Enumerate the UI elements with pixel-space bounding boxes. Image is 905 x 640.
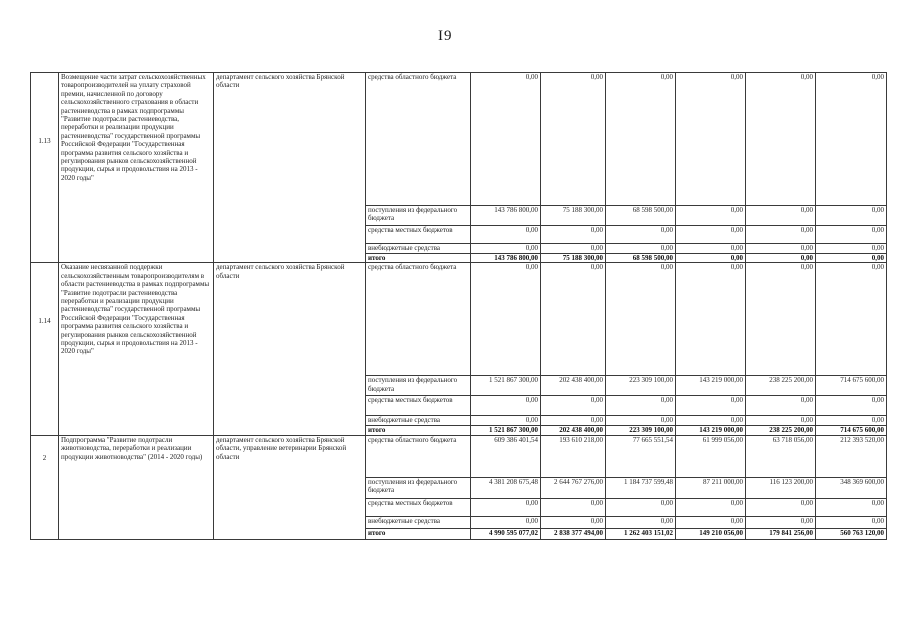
amount-cell: 0,00 — [746, 254, 816, 263]
amount-cell: 0,00 — [541, 73, 606, 206]
amount-cell: 193 610 218,00 — [541, 435, 606, 477]
amount-cell: 0,00 — [816, 516, 887, 528]
amount-cell: 0,00 — [606, 498, 676, 516]
amount-cell: 63 718 056,00 — [746, 435, 816, 477]
amount-total: 0,00 — [471, 516, 541, 528]
amount-cell: 238 225 200,00 — [746, 426, 816, 435]
amount-cell: 0,00 — [816, 226, 887, 244]
amount-cell: 0,00 — [816, 416, 887, 426]
amount-total: 143 786 800,00 — [471, 254, 541, 263]
amount-cell: 0,00 — [746, 226, 816, 244]
amount-cell: 0,00 — [541, 226, 606, 244]
amount-cell: 68 598 500,00 — [606, 206, 676, 226]
amount-total: 4 990 595 077,02 — [471, 528, 541, 539]
amount-cell: 0,00 — [606, 226, 676, 244]
measure-description: Оказание несвязанной поддержки сельскохозяйственным товаропроизводителям в области растениеводства в рамках подпрограммы "Развитие подотрасли растениеводства переработки и реализации продукции растениеводства" государственной программы Российской Федерации "Государственная программа развития сельского хозяйства и регулирования рынков сельскохозяйственной продукции, сырья и продовольствия на 2013 - 2020 годы" — [59, 263, 214, 435]
amount-cell: 0,00 — [816, 263, 887, 376]
amount-total: 0,00 — [471, 73, 541, 206]
amount-cell: 2 644 767 276,00 — [541, 477, 606, 498]
amount-cell: 0,00 — [676, 206, 746, 226]
amount-cell: 0,00 — [746, 516, 816, 528]
funding-source: средства местных бюджетов — [366, 498, 471, 516]
amount-total: 609 386 401,54 — [471, 435, 541, 477]
amount-cell: 0,00 — [676, 226, 746, 244]
funding-row-regional — [31, 73, 887, 206]
amount-cell: 61 999 056,00 — [676, 435, 746, 477]
funding-source: средства местных бюджетов — [366, 396, 471, 416]
amount-cell: 202 438 400,00 — [541, 426, 606, 435]
amount-cell: 0,00 — [816, 206, 887, 226]
amount-cell: 0,00 — [606, 244, 676, 254]
amount-cell: 0,00 — [746, 206, 816, 226]
amount-cell: 0,00 — [541, 396, 606, 416]
amount-cell: 0,00 — [746, 416, 816, 426]
funding-source: поступления из федерального бюджета — [366, 206, 471, 226]
amount-total: 0,00 — [471, 498, 541, 516]
funding-source: внебюджетные средства — [366, 416, 471, 426]
amount-total: 1 521 867 300,00 — [471, 426, 541, 435]
amount-cell: 116 123 200,00 — [746, 477, 816, 498]
amount-cell: 143 219 000,00 — [676, 376, 746, 396]
amount-cell: 77 665 551,54 — [606, 435, 676, 477]
row-number: 2 — [31, 435, 59, 539]
amount-cell: 223 309 100,00 — [606, 426, 676, 435]
amount-cell: 714 675 600,00 — [816, 376, 887, 396]
row-number: 1.14 — [31, 263, 59, 435]
amount-cell: 223 309 100,00 — [606, 376, 676, 396]
amount-cell: 143 219 000,00 — [676, 426, 746, 435]
amount-cell: 0,00 — [676, 498, 746, 516]
amount-cell: 179 841 256,00 — [746, 528, 816, 539]
amount-cell: 149 210 056,00 — [676, 528, 746, 539]
amount-cell: 714 675 600,00 — [816, 426, 887, 435]
amount-cell: 0,00 — [606, 73, 676, 206]
program-funding-table — [30, 72, 887, 540]
amount-cell: 0,00 — [816, 73, 887, 206]
amount-cell: 0,00 — [541, 416, 606, 426]
amount-cell: 0,00 — [816, 396, 887, 416]
funding-source: внебюджетные средства — [366, 516, 471, 528]
amount-cell: 0,00 — [606, 396, 676, 416]
funding-source: внебюджетные средства — [366, 244, 471, 254]
amount-cell: 75 188 300,00 — [541, 206, 606, 226]
amount-cell: 212 393 520,00 — [816, 435, 887, 477]
amount-cell: 202 438 400,00 — [541, 376, 606, 396]
amount-cell: 238 225 200,00 — [746, 376, 816, 396]
amount-cell: 0,00 — [606, 516, 676, 528]
amount-cell: 87 211 000,00 — [676, 477, 746, 498]
amount-total: 1 521 867 300,00 — [471, 376, 541, 396]
responsible-executor: департамент сельского хозяйства Брянской области, управление ветеринарии Брянской области — [214, 435, 366, 539]
amount-total: 0,00 — [471, 396, 541, 416]
amount-cell: 68 598 500,00 — [606, 254, 676, 263]
page-number: I9 — [438, 28, 453, 44]
amount-cell: 0,00 — [541, 244, 606, 254]
amount-total: 4 381 208 675,48 — [471, 477, 541, 498]
amount-cell: 0,00 — [606, 263, 676, 376]
amount-cell: 0,00 — [541, 498, 606, 516]
measure-description: Подпрограмма "Развитие подотрасли животноводства, переработки и реализации продукции животноводства" (2014 - 2020 годы) — [59, 435, 214, 539]
funding-source: средства областного бюджета — [366, 73, 471, 206]
amount-cell: 0,00 — [541, 263, 606, 376]
amount-cell: 0,00 — [746, 244, 816, 254]
funding-source: поступления из федерального бюджета — [366, 477, 471, 498]
amount-total: 0,00 — [471, 244, 541, 254]
amount-cell: 0,00 — [606, 416, 676, 426]
amount-cell: 2 838 377 494,00 — [541, 528, 606, 539]
amount-cell: 75 188 300,00 — [541, 254, 606, 263]
amount-cell: 0,00 — [676, 263, 746, 376]
amount-cell: 0,00 — [816, 254, 887, 263]
funding-source: итого — [366, 528, 471, 539]
amount-cell: 0,00 — [676, 396, 746, 416]
amount-total: 0,00 — [471, 416, 541, 426]
amount-total: 0,00 — [471, 263, 541, 376]
amount-cell: 1 184 737 599,48 — [606, 477, 676, 498]
amount-cell: 0,00 — [816, 498, 887, 516]
funding-source: средства местных бюджетов — [366, 226, 471, 244]
amount-cell: 560 763 120,00 — [816, 528, 887, 539]
amount-cell: 1 262 403 151,02 — [606, 528, 676, 539]
amount-cell: 0,00 — [816, 244, 887, 254]
amount-cell: 0,00 — [676, 254, 746, 263]
amount-cell: 0,00 — [541, 516, 606, 528]
amount-cell: 0,00 — [676, 73, 746, 206]
measure-description: Возмещение части затрат сельскохозяйственных товаропроизводителей на уплату страховой премии, начисленной по договору сельскохозяйственного страхования в области растениеводства в рамках подпрограммы "Развитие подотрасли растениеводства, переработки и реализации продукции растениеводства" государственной программы Российской Федерации "Государственная программа развития сельского хозяйства и регулирования рынков сельскохозяйственной продукции, сырья и продовольствия на 2013 - 2020 годы" — [59, 73, 214, 263]
amount-cell: 0,00 — [746, 396, 816, 416]
row-number: 1.13 — [31, 73, 59, 263]
amount-cell: 0,00 — [746, 498, 816, 516]
amount-cell: 348 369 600,00 — [816, 477, 887, 498]
funding-source: средства областного бюджета — [366, 263, 471, 376]
funding-source: средства областного бюджета — [366, 435, 471, 477]
funding-row-regional — [31, 263, 887, 376]
amount-total: 143 786 800,00 — [471, 206, 541, 226]
amount-cell: 0,00 — [746, 263, 816, 376]
funding-source: поступления из федерального бюджета — [366, 376, 471, 396]
responsible-executor: департамент сельского хозяйства Брянской области — [214, 73, 366, 263]
amount-total: 0,00 — [471, 226, 541, 244]
funding-source: итого — [366, 254, 471, 263]
funding-row-regional — [31, 435, 887, 477]
funding-source: итого — [366, 426, 471, 435]
amount-cell: 0,00 — [676, 244, 746, 254]
responsible-executor: департамент сельского хозяйства Брянской области — [214, 263, 366, 435]
amount-cell: 0,00 — [746, 73, 816, 206]
amount-cell: 0,00 — [676, 416, 746, 426]
amount-cell: 0,00 — [676, 516, 746, 528]
